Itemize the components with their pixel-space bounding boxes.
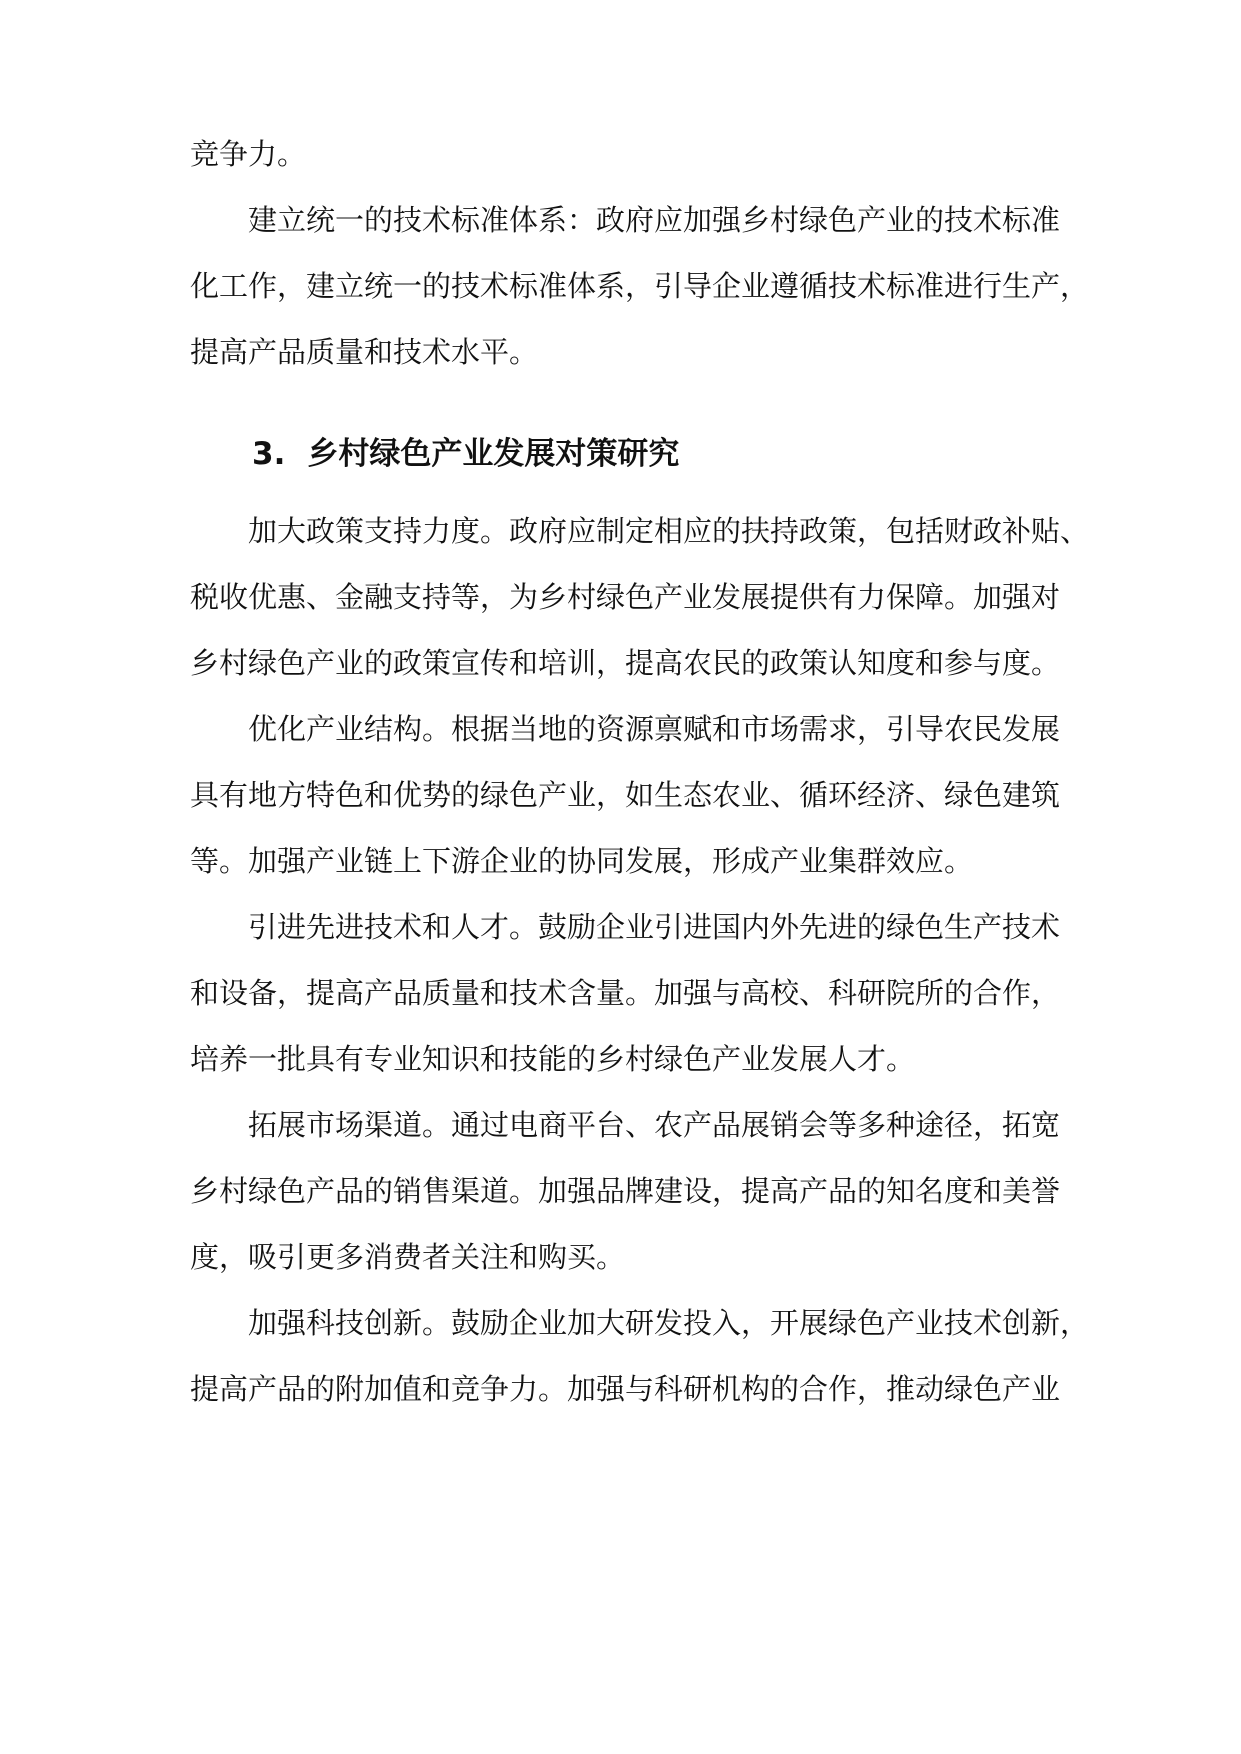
paragraph-line: 乡村绿色产业的政策宣传和培训，提高农民的政策认知度和参与度。 [190, 646, 1061, 680]
paragraph-line: 具有地方特色和优势的绿色产业，如生态农业、循环经济、绿色建筑 [190, 778, 1061, 812]
paragraph-line: 引进先进技术和人才。鼓励企业引进国内外先进的绿色生产技术 [248, 910, 1061, 944]
paragraph-line: 税收优惠、金融支持等，为乡村绿色产业发展提供有力保障。加强对 [190, 580, 1061, 614]
paragraph-line: 建立统一的技术标准体系：政府应加强乡村绿色产业的技术标准 [248, 203, 1061, 237]
paragraph-line: 和设备，提高产品质量和技术含量。加强与高校、科研院所的合作， [190, 976, 1061, 1010]
section-title: 乡村绿色产业发展对策研究 [307, 436, 680, 472]
paragraph-line: 提高产品质量和技术水平。 [190, 335, 539, 369]
paragraph-line: 竞争力。 [190, 137, 307, 171]
paragraph-line: 培养一批具有专业知识和技能的乡村绿色产业发展人才。 [190, 1042, 916, 1076]
paragraph-line: 乡村绿色产品的销售渠道。加强品牌建设，提高产品的知名度和美誉 [190, 1174, 1061, 1208]
paragraph-line: 加大政策支持力度。政府应制定相应的扶持政策，包括财政补贴、 [248, 514, 1090, 548]
paragraph-line: 优化产业结构。根据当地的资源禀赋和市场需求，引导农民发展 [248, 712, 1061, 746]
section-number: 3. [252, 436, 286, 472]
paragraph-line: 提高产品的附加值和竞争力。加强与科研机构的合作，推动绿色产业 [190, 1372, 1061, 1406]
paragraph-line: 加强科技创新。鼓励企业加大研发投入，开展绿色产业技术创新， [248, 1306, 1090, 1340]
paragraph-line: 化工作，建立统一的技术标准体系，引导企业遵循技术标准进行生产， [190, 269, 1090, 303]
paragraph-line: 度，吸引更多消费者关注和购买。 [190, 1240, 626, 1274]
paragraph-line: 拓展市场渠道。通过电商平台、农产品展销会等多种途径，拓宽 [248, 1108, 1061, 1142]
paragraph-line: 等。加强产业链上下游企业的协同发展，形成产业集群效应。 [190, 844, 974, 878]
section-heading [252, 433, 679, 475]
